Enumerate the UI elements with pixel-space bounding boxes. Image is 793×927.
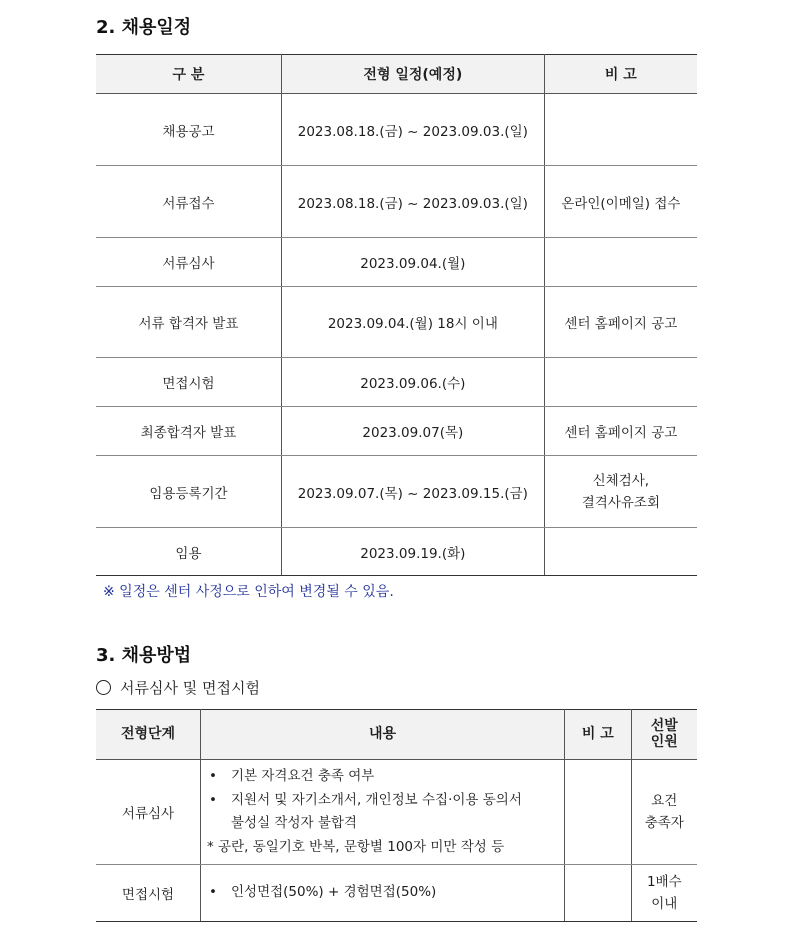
table-row	[96, 358, 697, 407]
row-note	[544, 238, 697, 287]
row-select-line: 요건	[651, 793, 678, 809]
row-schedule: 2023.08.18.(금) ~ 2023.09.03.(일)	[281, 166, 544, 238]
row-note	[544, 94, 697, 166]
row-category: 면접시험	[96, 358, 281, 407]
row-select-line: 충족자	[644, 815, 684, 831]
table-row	[96, 456, 697, 528]
row-schedule: 2023.09.04.(월) 18시 이내	[281, 287, 544, 358]
table-row	[96, 166, 697, 238]
row-select-line: 이내	[651, 896, 678, 912]
row-category: 임용등록기간	[96, 456, 281, 528]
table-row	[96, 238, 697, 287]
list-item	[207, 881, 558, 905]
schedule-footnote: ※ 일정은 센터 사정으로 인하여 변경될 수 있음.	[103, 584, 394, 600]
table-row	[96, 287, 697, 358]
header-note: 비 고	[544, 55, 697, 94]
list-item-text: 인성면접(50%) + 경험면접(50%)	[231, 884, 437, 901]
row-content	[201, 865, 565, 922]
header-content: 내용	[201, 710, 565, 760]
table-header-row	[96, 55, 697, 94]
section-2-title: 2. 채용일정	[96, 17, 192, 38]
row-schedule: 2023.09.19.(화)	[281, 528, 544, 576]
table-row	[96, 760, 697, 865]
row-note-line: 신체검사,	[592, 472, 650, 489]
table-row	[96, 94, 697, 166]
header-note: 비 고	[565, 710, 631, 760]
table-row	[96, 865, 697, 922]
row-category: 최종합격자 발표	[96, 407, 281, 456]
row-note: 온라인(이메일) 접수	[544, 166, 697, 238]
section-3-title: 3. 채용방법	[96, 645, 192, 666]
table-row	[96, 407, 697, 456]
table-header-row	[96, 710, 697, 760]
bullet-icon: •	[209, 884, 217, 901]
row-note	[565, 865, 631, 922]
row-select	[631, 865, 697, 922]
circle-bullet-icon	[96, 680, 111, 695]
list-item-text: 지원서 및 자기소개서, 개인정보 수집·이용 동의서	[231, 791, 522, 808]
row-category: 서류 합격자 발표	[96, 287, 281, 358]
row-category: 채용공고	[96, 94, 281, 166]
row-schedule: 2023.08.18.(금) ~ 2023.09.03.(일)	[281, 94, 544, 166]
subsection-title-text: 서류심사 및 면접시험	[120, 679, 260, 697]
row-note	[544, 358, 697, 407]
row-schedule: 2023.09.06.(수)	[281, 358, 544, 407]
header-schedule: 전형 일정(예정)	[281, 55, 544, 94]
list-item	[207, 789, 558, 813]
row-content	[201, 760, 565, 865]
bullet-icon: •	[209, 768, 217, 784]
header-select	[631, 710, 697, 760]
row-note	[544, 528, 697, 576]
row-schedule: 2023.09.07(목)	[281, 407, 544, 456]
row-schedule: 2023.09.04.(월)	[281, 238, 544, 287]
row-note	[544, 456, 697, 528]
row-note: 센터 홈페이지 공고	[544, 407, 697, 456]
row-category: 서류심사	[96, 238, 281, 287]
header-select-line: 인원	[650, 733, 678, 750]
row-category: 임용	[96, 528, 281, 576]
header-select-line: 선발	[650, 718, 678, 735]
schedule-table	[96, 54, 697, 576]
list-item	[207, 765, 558, 789]
row-select-line: 1배수	[646, 874, 682, 890]
row-stage: 서류심사	[96, 760, 201, 865]
row-note: 센터 홈페이지 공고	[544, 287, 697, 358]
bullet-icon: •	[209, 791, 217, 808]
table-row	[96, 528, 697, 576]
row-note-line: 결격사유조회	[581, 494, 660, 511]
header-stage: 전형단계	[96, 710, 201, 760]
list-item-text: 기본 자격요건 충족 여부	[231, 768, 375, 784]
row-category: 서류접수	[96, 166, 281, 238]
method-table	[96, 709, 697, 922]
row-schedule: 2023.09.07.(목) ~ 2023.09.15.(금)	[281, 456, 544, 528]
row-select	[631, 760, 697, 865]
list-item-continuation: 불성실 작성자 불합격	[231, 815, 357, 831]
asterisk-note: * 공란, 동일기호 반복, 문항별 100자 미만 작성 등	[207, 838, 505, 855]
row-stage: 면접시험	[96, 865, 201, 922]
header-category: 구 분	[96, 55, 281, 94]
subsection-title	[96, 677, 260, 698]
row-note	[565, 760, 631, 865]
